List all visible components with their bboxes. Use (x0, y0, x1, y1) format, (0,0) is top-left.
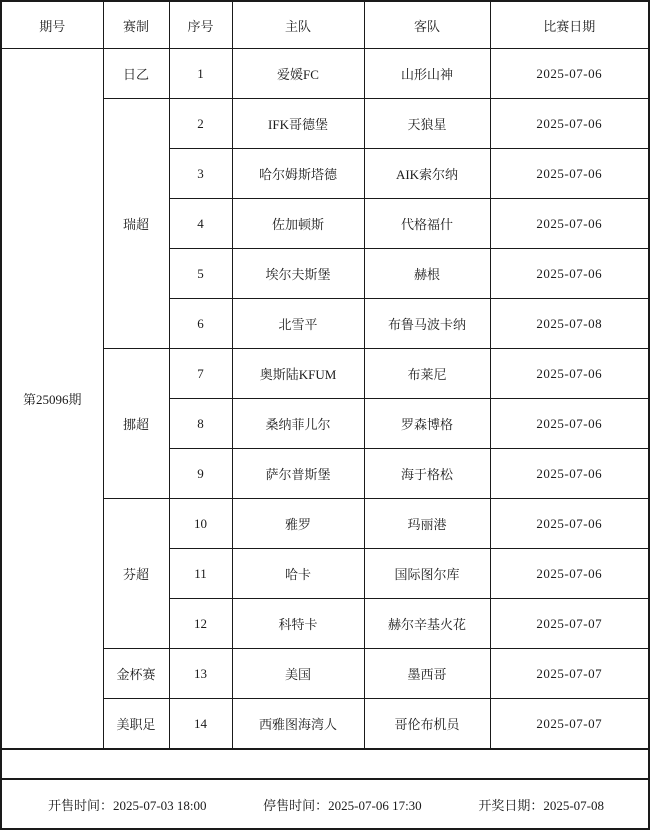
match-date-cell: 2025-07-07 (490, 699, 649, 750)
league-cell: 日乙 (103, 49, 169, 99)
sale-times-bar (4, 795, 646, 814)
footer-row (1, 779, 649, 829)
draw-date: 开奖日期：2025-07-08 (478, 797, 604, 813)
away-team-cell: 赫尔辛基火花 (364, 599, 490, 649)
league-cell: 芬超 (103, 499, 169, 649)
match-number-cell: 4 (169, 199, 232, 249)
header-home-team: 主队 (232, 1, 364, 49)
match-number-cell: 6 (169, 299, 232, 349)
home-team-cell: 哈尔姆斯塔德 (232, 149, 364, 199)
match-date-cell: 2025-07-06 (490, 249, 649, 299)
home-team-cell: 西雅图海湾人 (232, 699, 364, 750)
home-team-cell: 雅罗 (232, 499, 364, 549)
home-team-cell: 萨尔普斯堡 (232, 449, 364, 499)
spacer-cell (1, 749, 649, 779)
away-team-cell: 罗森博格 (364, 399, 490, 449)
league-cell: 瑞超 (103, 99, 169, 349)
home-team-cell: 佐加顿斯 (232, 199, 364, 249)
away-team-cell: 赫根 (364, 249, 490, 299)
away-team-cell: 墨西哥 (364, 649, 490, 699)
match-number-cell: 11 (169, 549, 232, 599)
home-team-cell: 爱媛FC (232, 49, 364, 99)
period-cell: 第25096期 (1, 49, 103, 750)
home-team-cell: 美国 (232, 649, 364, 699)
away-team-cell: 哥伦布机员 (364, 699, 490, 750)
match-number-cell: 1 (169, 49, 232, 99)
match-number-cell: 2 (169, 99, 232, 149)
home-team-cell: 奥斯陆KFUM (232, 349, 364, 399)
match-date-cell: 2025-07-06 (490, 549, 649, 599)
match-date-cell: 2025-07-06 (490, 499, 649, 549)
away-team-cell: 代格福什 (364, 199, 490, 249)
home-team-cell: 埃尔夫斯堡 (232, 249, 364, 299)
sale-stop-time: 停售时间：2025-07-06 17:30 (263, 797, 422, 813)
match-date-cell: 2025-07-06 (490, 99, 649, 149)
match-number-cell: 13 (169, 649, 232, 699)
match-number-cell: 3 (169, 149, 232, 199)
match-number-cell: 14 (169, 699, 232, 750)
league-cell: 美职足 (103, 699, 169, 750)
sale-start-time: 开售时间：2025-07-03 18:00 (48, 797, 207, 813)
match-date-cell: 2025-07-07 (490, 599, 649, 649)
away-team-cell: 海于格松 (364, 449, 490, 499)
match-date-cell: 2025-07-06 (490, 349, 649, 399)
match-number-cell: 12 (169, 599, 232, 649)
away-team-cell: 布鲁马波卡纳 (364, 299, 490, 349)
footer-cell (1, 779, 649, 829)
header-league: 赛制 (103, 1, 169, 49)
home-team-cell: 哈卡 (232, 549, 364, 599)
away-team-cell: 国际图尔库 (364, 549, 490, 599)
away-team-cell: 玛丽港 (364, 499, 490, 549)
league-cell: 金杯赛 (103, 649, 169, 699)
match-number-cell: 8 (169, 399, 232, 449)
home-team-cell: IFK哥德堡 (232, 99, 364, 149)
match-number-cell: 5 (169, 249, 232, 299)
home-team-cell: 科特卡 (232, 599, 364, 649)
home-team-cell: 桑纳菲儿尔 (232, 399, 364, 449)
header-number: 序号 (169, 1, 232, 49)
match-date-cell: 2025-07-06 (490, 49, 649, 99)
match-date-cell: 2025-07-06 (490, 199, 649, 249)
away-team-cell: 山形山神 (364, 49, 490, 99)
match-date-cell: 2025-07-07 (490, 649, 649, 699)
away-team-cell: AIK索尔纳 (364, 149, 490, 199)
match-number-cell: 9 (169, 449, 232, 499)
match-date-cell: 2025-07-06 (490, 149, 649, 199)
league-cell: 挪超 (103, 349, 169, 499)
header-period: 期号 (1, 1, 103, 49)
match-number-cell: 7 (169, 349, 232, 399)
header-away-team: 客队 (364, 1, 490, 49)
away-team-cell: 天狼星 (364, 99, 490, 149)
match-row (1, 49, 649, 99)
header-match-date: 比赛日期 (490, 1, 649, 49)
match-date-cell: 2025-07-06 (490, 399, 649, 449)
match-date-cell: 2025-07-06 (490, 449, 649, 499)
match-number-cell: 10 (169, 499, 232, 549)
spacer-row (1, 749, 649, 779)
table-header-row (1, 1, 649, 49)
match-date-cell: 2025-07-08 (490, 299, 649, 349)
home-team-cell: 北雪平 (232, 299, 364, 349)
away-team-cell: 布莱尼 (364, 349, 490, 399)
